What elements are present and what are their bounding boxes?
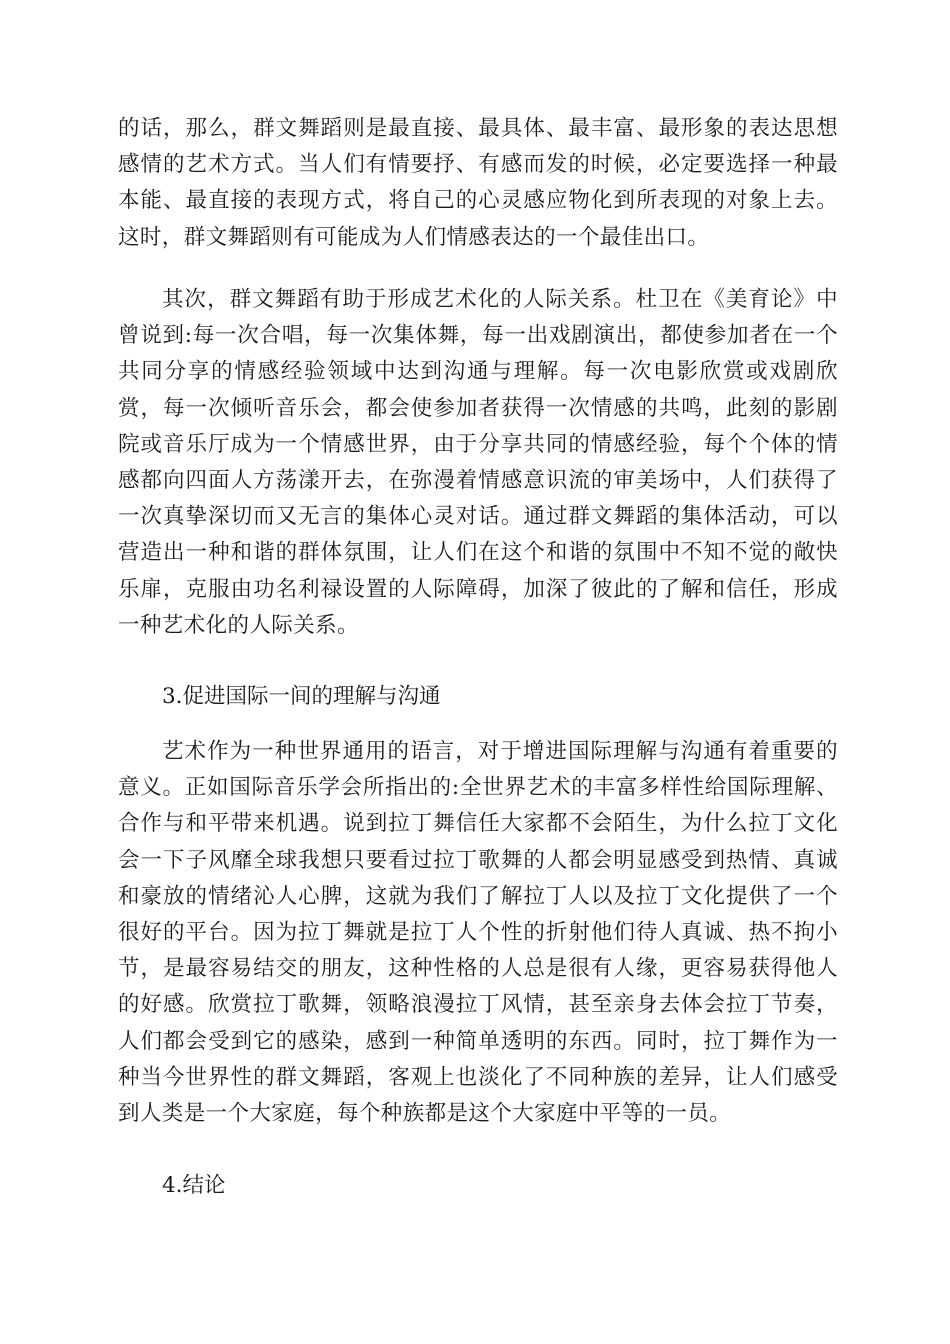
paragraph-2: 其次，群文舞蹈有助于形成艺术化的人际关系。杜卫在《美育论》中曾说到:每一次合唱，每一次集体舞，每一出戏剧演出，都使参加者在一个共同分享的情感经验领域中达到沟通与理解。每一次电影欣赏或戏剧欣赏，每一次倾听音乐会，都会使参加者获得一次情感的共鸣，此刻的影剧院或音乐厅成为一个情感世界，由于分享共同的情感经验，每个个体的情感都向四面人方荡漾开去，在弥漫着情感意识流的审美场中，人们获得了一次真挚深切而又无言的集体心灵对话。通过群文舞蹈的集体活动，可以营造出一种和谐的群体氛围，让人们在这个和谐的氛围中不知不觉的敞快乐扉，克服由功名利禄设置的人际障碍，加深了彼此的了解和信任，形成一种艺术化的人际关系。	[118, 287, 838, 638]
section-heading-4: 4.结论	[162, 1173, 226, 1198]
paragraph-3: 艺术作为一种世界通用的语言，对于增进国际理解与沟通有着重要的意义。正如国际音乐学会所指出的:全世界艺术的丰富多样性给国际理解、合作与和平带来机遇。说到拉丁舞信任大家都不会陌生，为什么拉丁文化会一下子风靡全球我想只要看过拉丁歌舞的人都会明显感受到热情、真诚和豪放的情绪沁人心脾，这就为我们了解拉丁人以及拉丁文化提供了一个很好的平台。因为拉丁舞就是拉丁人个性的折射他们待人真诚、热不拘小节，是最容易结交的朋友，这种性格的人总是很有人缘，更容易获得他人的好感。欣赏拉丁歌舞，领略浪漫拉丁风情，甚至亲身去体会拉丁节奏，人们都会受到它的感染，感到一种简单透明的东西。同时，拉丁舞作为一种当今世界性的群文舞蹈，客观上也淡化了不同种族的差异，让人们感受到人类是一个大家庭，每个种族都是这个大家庭中平等的一员。	[118, 739, 838, 1127]
paragraph-1: 的话，那么，群文舞蹈则是最直接、最具体、最丰富、最形象的表达思想感情的艺术方式。当人们有情要抒、有感而发的时候，必定要选择一种最本能、最直接的表现方式，将自己的心灵感应物化到所表现的对象上去。这时，群文舞蹈则有可能成为人们情感表达的一个最佳出口。	[118, 116, 838, 250]
section-heading-3: 3.促进国际一间的理解与沟通	[162, 684, 441, 709]
